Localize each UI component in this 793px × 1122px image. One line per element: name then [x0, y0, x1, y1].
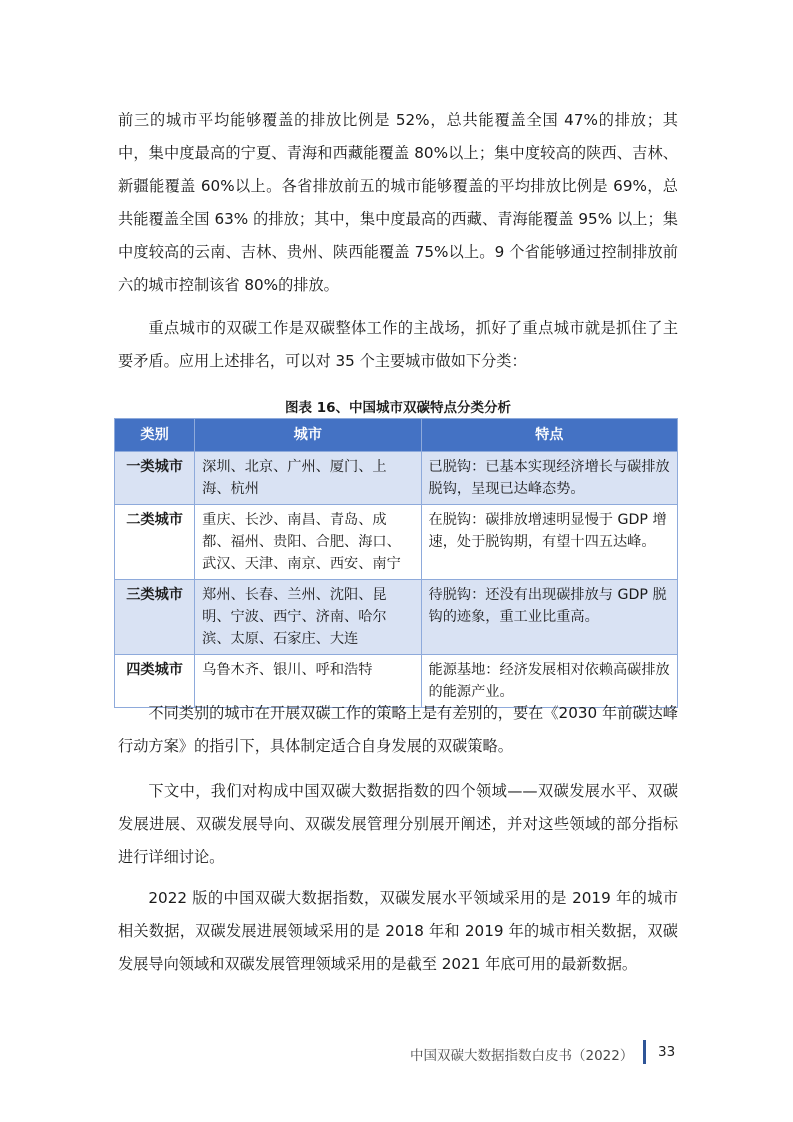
paragraph-key-cities: 重点城市的双碳工作是双碳整体工作的主战场，抓好了重点城市就是抓住了主要矛盾。应用上述排名，可以对 35 个主要城市做如下分类： — [118, 319, 678, 370]
footer-title: 中国双碳大数据指数白皮书（2022） — [410, 1048, 634, 1064]
header-cities: 城市 — [195, 419, 421, 452]
page-number: 33 — [658, 1044, 676, 1060]
row-feature: 已脱钩：已基本实现经济增长与碳排放脱钩，呈现已达峰态势。 — [421, 452, 677, 505]
paragraph-four-domains: 下文中，我们对构成中国双碳大数据指数的四个领域——双碳发展水平、双碳发展进展、双碳发展导向、双碳发展管理分别展开阐述，并对这些领域的部分指标进行详细讨论。 — [118, 782, 678, 866]
paragraph-data-sources: 2022 版的中国双碳大数据指数，双碳发展水平领域采用的是 2019 年的城市相关数据，双碳发展进展领域采用的是 2018 年和 2019 年的城市相关数据，双碳发展导向领域和双碳发展管理领域采用的是截至 2021 年底可用的最新数据。 — [118, 889, 678, 973]
table-row — [115, 452, 678, 505]
row-cities: 乌鲁木齐、银川、呼和浩特 — [195, 655, 421, 708]
table-row — [115, 505, 678, 580]
city-classification-table — [114, 418, 678, 708]
row-category: 三类城市 — [115, 580, 195, 655]
table-caption: 图表 16、中国城市双碳特点分类分析 — [285, 400, 511, 416]
row-feature: 能源基地：经济发展相对依赖高碳排放的能源产业。 — [421, 655, 677, 708]
row-cities: 深圳、北京、广州、厦门、上海、杭州 — [195, 452, 421, 505]
header-category: 类别 — [115, 419, 195, 452]
row-category: 一类城市 — [115, 452, 195, 505]
row-cities: 郑州、长春、兰州、沈阳、昆明、宁波、西宁、济南、哈尔滨、太原、石家庄、大连 — [195, 580, 421, 655]
row-feature: 在脱钩：碳排放增速明显慢于 GDP 增速，处于脱钩期，有望十四五达峰。 — [421, 505, 677, 580]
footer-divider — [643, 1040, 646, 1064]
row-category: 二类城市 — [115, 505, 195, 580]
paragraph-strategy: 不同类别的城市在开展双碳工作的策略上是有差别的，要在《2030 年前碳达峰行动方案》的指引下，具体制定适合自身发展的双碳策略。 — [118, 704, 678, 755]
table-row — [115, 580, 678, 655]
row-cities: 重庆、长沙、南昌、青岛、成都、福州、贵阳、合肥、海口、武汉、天津、南京、西安、南宁 — [195, 505, 421, 580]
table-header-row — [115, 419, 678, 452]
row-category: 四类城市 — [115, 655, 195, 708]
paragraph-coverage-ratio: 前三的城市平均能够覆盖的排放比例是 52%，总共能覆盖全国 47%的排放；其中，集中度最高的宁夏、青海和西藏能覆盖 80%以上；集中度较高的陕西、吉林、新疆能覆盖 60%以上。各省排放前五的城市能够覆盖的平均排放比例是 69%，总共能覆盖全国 63% 的排放；其中，集中度最高的西藏、青海能覆盖 95% 以上；集中度较高的云南、吉林、贵州、陕西能覆盖 75%以上。9 个省能够通过控制排放前六的城市控制该省 80%的排放。 — [118, 111, 678, 294]
header-feature: 特点 — [421, 419, 677, 452]
row-feature: 待脱钩：还没有出现碳排放与 GDP 脱钩的迹象，重工业比重高。 — [421, 580, 677, 655]
